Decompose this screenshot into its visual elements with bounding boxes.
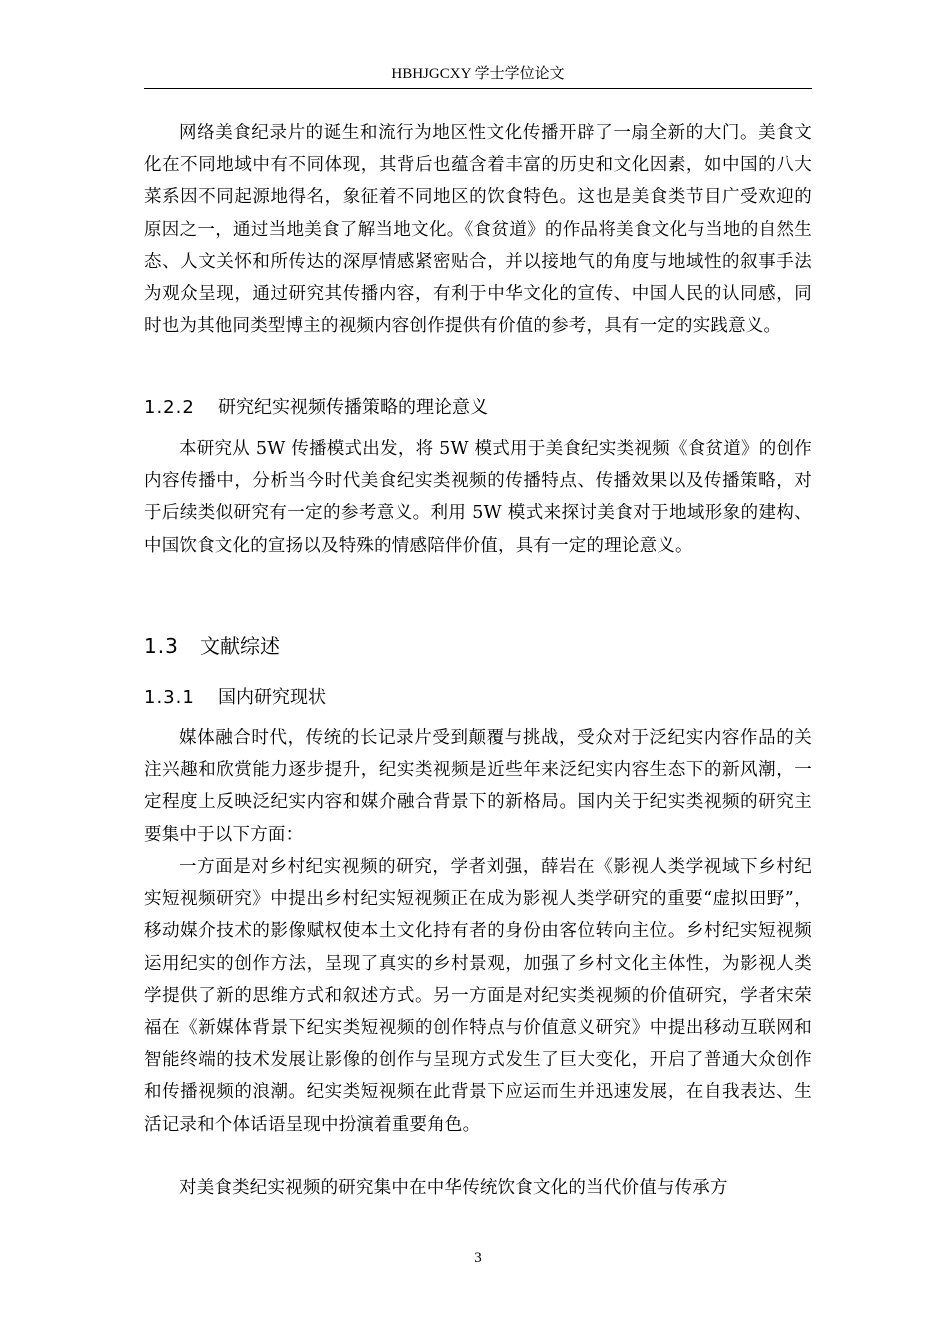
section-title: 国内研究现状 — [218, 687, 326, 708]
section-number: 1.3 — [144, 634, 179, 658]
section-title: 研究纪实视频传播策略的理论意义 — [218, 397, 488, 418]
paragraph-media-convergence: 媒体融合时代，传统的长记录片受到颠覆与挑战，受众对于泛纪实内容作品的关注兴趣和欣赏能力逐步提升，纪实类视频是近些年来泛纪实内容生态下的新风潮，一定程度上反映泛纪实内容和媒介融合背景下的新格局。国内关于纪实类视频的研究主要集中于以下方面： — [144, 728, 812, 845]
header-rule — [144, 88, 812, 89]
paragraph-rural-documentary: 一方面是对乡村纪实视频的研究，学者刘强，薛岩在《影视人类学视域下乡村纪实短视频研究》中提出乡村纪实短视频正在成为影视人类学研究的重要“虚拟田野”，移动媒介技术的影像赋权使本土文化持有者的身份由客位转向主位。乡村纪实短视频运用纪实的创作方法，呈现了真实的乡村景观，加强了乡村文化主体性，为影视人类学提供了新的思维方式和叙述方式。另一方面是对纪实类视频的价值研究，学者宋荣福在《新媒体背景下纪实类短视频的创作特点与价值意义研究》中提出移动互联网和智能终端的技术发展让影像的创作与呈现方式发生了巨大变化，开启了普通大众创作和传播视频的浪潮。纪实类短视频在此背景下应运而生并迅速发展，在自我表达、生活记录和个体话语呈现中扮演着重要角色。 — [144, 857, 812, 1135]
section-title: 文献综述 — [200, 634, 280, 658]
page-number: 3 — [474, 1250, 482, 1266]
paragraph-theoretical-significance: 本研究从 5W 传播模式出发，将 5W 模式用于美食纪实类视频《食贫道》的创作内容传播中，分析当今时代美食纪实类视频的传播特点、传播效果以及传播策略，对于后续类似研究有一定的参考意义。利用 5W 模式来探讨美食对于地域形象的建构、中国饮食文化的宣扬以及特殊的情感陪伴价值，具有一定的理论意义。 — [144, 439, 812, 556]
section-number: 1.2.2 — [144, 397, 195, 418]
paragraph-food-documentary: 对美食类纪实视频的研究集中在中华传统饮食文化的当代价值与传承方 — [179, 1178, 728, 1198]
running-header: HBHJGCXY 学士学位论文 — [391, 66, 565, 82]
section-heading-1-3 — [144, 633, 280, 659]
section-number: 1.3.1 — [144, 687, 195, 708]
paragraph-practical-significance: 网络美食纪录片的诞生和流行为地区性文化传播开辟了一扇全新的大门。美食文化在不同地域中有不同体现，其背后也蕴含着丰富的历史和文化因素，如中国的八大菜系因不同起源地得名，象征着不同地区的饮食特色。这也是美食类节目广受欢迎的原因之一，通过当地美食了解当地文化。《食贫道》的作品将美食文化与当地的自然生态、人文关怀和所传达的深厚情感紧密贴合，并以接地气的角度与地域性的叙事手法为观众呈现，通过研究其传播内容，有利于中华文化的宣传、中国人民的认同感，同时也为其他同类型博主的视频内容创作提供有价值的参考，具有一定的实践意义。 — [144, 123, 812, 337]
section-heading-1-3-1 — [144, 686, 326, 710]
section-heading-1-2-2 — [144, 396, 488, 420]
